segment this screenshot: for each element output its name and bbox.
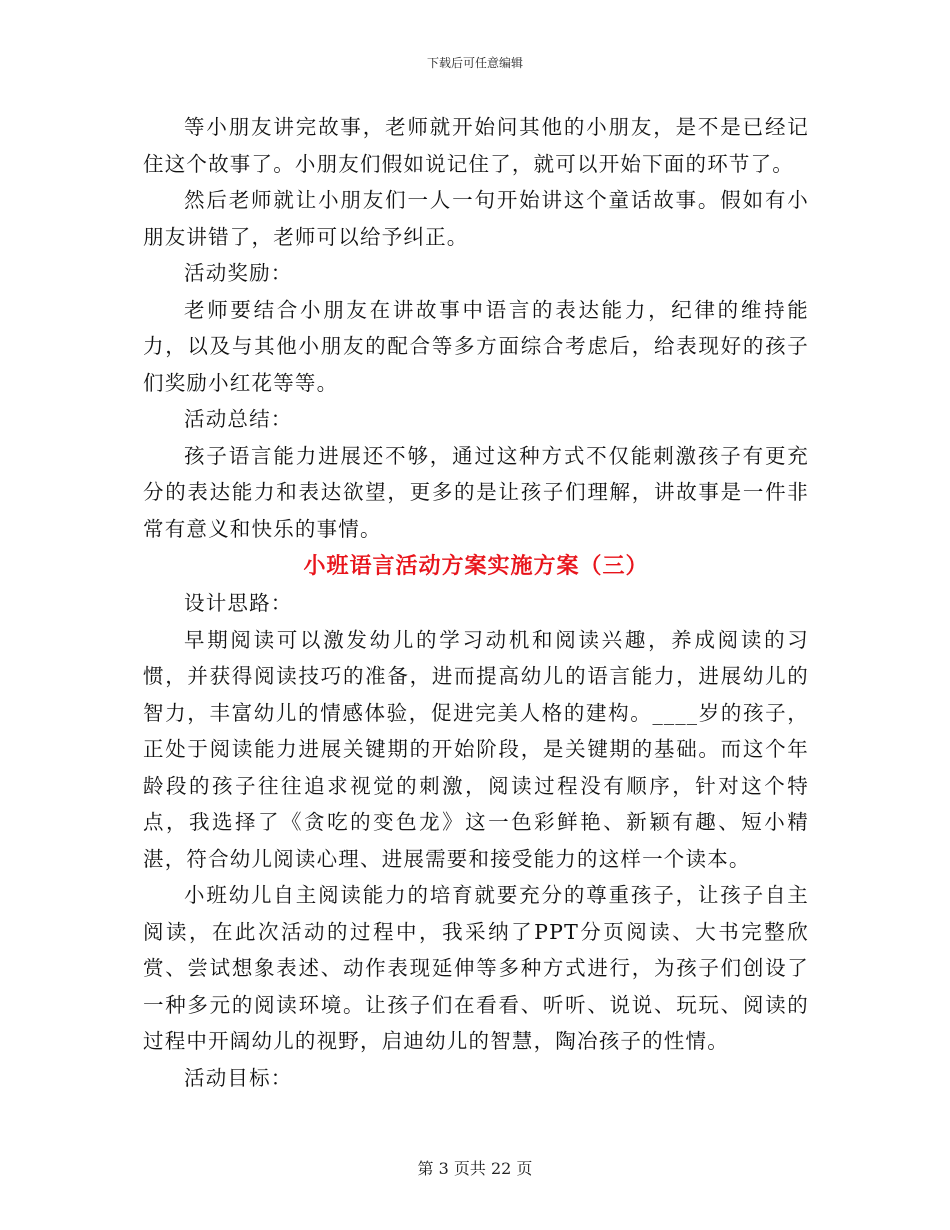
page-header: 下载后可任意编辑 <box>426 56 523 70</box>
paragraph: 小班幼儿自主阅读能力的培育就要充分的尊重孩子，让孩子自主阅读，在此次活动的过程中，我采纳了PPT分页阅读、大书完整欣赏、尝试想象表述、动作表现延伸等多种方式进行，为孩子们创设了一种多元的阅读环境。让孩子们在看看、听听、说说、玩玩、阅读的过程中开阔幼儿的视野，启迪幼儿的智慧，陶冶孩子的性情。 <box>143 883 809 1053</box>
section-title: 小班语言活动方案实施方案（三） <box>303 553 649 579</box>
section-label: 活动总结： <box>184 407 293 431</box>
paragraph: 等小朋友讲完故事，老师就开始问其他的小朋友，是不是已经记住这个故事了。小朋友们假如说记住了，就可以开始下面的环节了。 <box>143 115 809 176</box>
section-label: 设计思路： <box>184 591 293 615</box>
section-label: 活动奖励： <box>184 261 293 285</box>
document-body <box>143 109 809 1096</box>
paragraph: 孩子语言能力进展还不够，通过这种方式不仅能刺激孩子有更充分的表达能力和表达欲望，更多的是让孩子们理解，讲故事是一件非常有意义和快乐的事情。 <box>143 443 809 541</box>
paragraph: 早期阅读可以激发幼儿的学习动机和阅读兴趣，养成阅读的习惯，并获得阅读技巧的准备，进而提高幼儿的语言能力，进展幼儿的智力，丰富幼儿的情感体验，促进完美人格的建构。____岁的孩子，正处于阅读能力进展关键期的开始阶段，是关键期的基础。而这个年龄段的孩子往往追求视觉的刺激，阅读过程没有顺序，针对这个特点，我选择了《贪吃的变色龙》这一色彩鲜艳、新颖有趣、短小精湛，符合幼儿阅读心理、进展需要和接受能力的这样一个读本。 <box>143 627 809 871</box>
page-footer: 第 3 页共 22 页 <box>417 1159 533 1178</box>
section-label: 活动目标： <box>184 1065 293 1090</box>
paragraph: 老师要结合小朋友在讲故事中语言的表达能力，纪律的维持能力，以及与其他小朋友的配合等多方面综合考虑后，给表现好的孩子们奖励小红花等等。 <box>143 297 809 395</box>
paragraph: 然后老师就让小朋友们一人一句开始讲这个童话故事。假如有小朋友讲错了，老师可以给予纠正。 <box>143 188 809 249</box>
